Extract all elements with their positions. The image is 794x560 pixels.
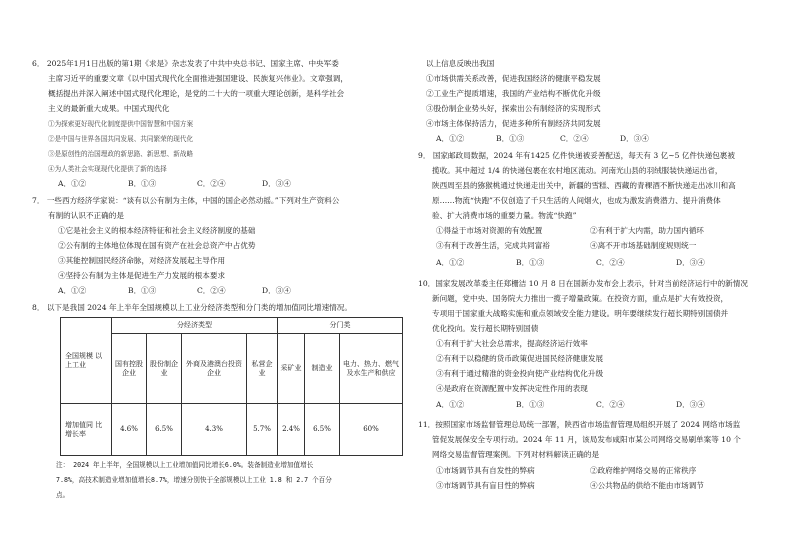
q10-line: 专项用于国家重大战略实施和重点领域安全能力建设。明年要继续发行超长期特别国债并: [432, 309, 729, 318]
q11-line: 11．按照国家市场监督管理总局统一部署，陕西省市场监督管理局组织开展了 2024 网络市场监: [418, 420, 741, 429]
q6-option-c[interactable]: C．②④: [197, 179, 226, 188]
q9-line: 原……物流“快跑”不仅创造了千只生活的人间烟火，也成为激发消费潜力、提升消费体: [432, 196, 721, 205]
q6-item: ④为人类社会实现现代化提供了新的选择: [48, 165, 167, 173]
q6-option-a[interactable]: A．①②: [58, 179, 87, 188]
q6-line: 主义的最新重大成果。中国式现代化: [48, 104, 170, 113]
q7-line: 有制的认识不正确的是: [48, 211, 124, 220]
q6-option-b[interactable]: B．①③: [128, 179, 157, 188]
q11-item: ①市场调节具有自发性的弊病: [436, 466, 535, 475]
q9-line: 陕西周至县的猕猴桃通过快递走出关中，新疆的雪糕、西藏的青稞酒不断快递走出冰川和高: [432, 181, 736, 190]
q7-item: ①它是社会主义的根本经济特征和社会主义经济制度的基础: [58, 226, 256, 235]
q6-option-d[interactable]: D．③④: [262, 179, 291, 188]
q11-line: 管促发展保安全专项行动。2024 年 11 月，该局发布咸阳市某公司网络交易刷单案等 10 个: [432, 435, 741, 444]
q8-line: 8． 以下是我国 2024 年上半年全国规模以上工业分经济类型和分门类的增加值同比增速情况。: [32, 303, 352, 312]
table-group-header: 分经济类型: [112, 318, 278, 334]
table-column-header: 国有控股企业: [112, 334, 147, 404]
q8-note: 点。: [56, 491, 70, 499]
q11-item: ②政府维护网络交易的正常秩序: [590, 466, 697, 475]
table-column-header: 私营企业: [247, 334, 278, 404]
q10-line: 优化投向。发行超长期特别国债: [432, 324, 539, 333]
q8-data-table: [60, 317, 403, 456]
q9-line: 9． 国家邮政局数据，2024 年有1425 亿件快递被妥善配送，每天有 3 亿~5 亿件快递包裹被: [418, 151, 735, 160]
q10-option-d[interactable]: D．③④: [676, 400, 705, 409]
q9-item: ①得益于市场对资源的有效配置: [436, 226, 543, 235]
table-cell: 4.3%: [182, 404, 247, 456]
q9-option-b[interactable]: B．①③: [516, 258, 545, 267]
q10-item: ③有利于通过精准的资金投向使产业结构优化升级: [436, 369, 604, 378]
q6-item: ①为探索更好现代化制度提供中国智慧和中国方案: [48, 120, 194, 128]
q6-item: ②是中国与世界各国共同发展、共同繁荣的现代化: [48, 135, 194, 143]
q8-option-b[interactable]: B．①③: [496, 134, 525, 143]
q10-item: ④是政府在资源配置中发挥决定性作用的表现: [436, 384, 588, 393]
q10-item: ①有利于扩大社会总需求，提高经济运行效率: [436, 339, 588, 348]
q9-item: ②有利于扩大内需，助力国内循环: [590, 226, 704, 235]
table-corner-cell: 全国规模 以 上工业: [61, 318, 112, 404]
q10-option-a[interactable]: A．①②: [436, 400, 465, 409]
q10-option-c[interactable]: C．②④: [596, 400, 625, 409]
q8-note: 注： 2024 年上半年，全国规模以上工业增加值同比增长6.0%。装备制造业增加值增长: [56, 461, 314, 469]
table-column-header: 采矿业: [278, 334, 305, 404]
q8-item: ①市场供需关系改善，促进我国经济的健康平稳发展: [426, 74, 601, 83]
q6-item: ③是原创性的治国理政的新思路、新思想、新战略: [48, 150, 194, 158]
table-group-header: 分门类: [278, 318, 403, 334]
table-column-header: 外商及港澳台投资企业: [182, 334, 247, 404]
q7-option-b[interactable]: B．①③: [128, 286, 157, 295]
q7-option-c[interactable]: C．②④: [197, 286, 226, 295]
q9-option-d[interactable]: D．③④: [676, 258, 705, 267]
table-row-label: 增加值同 比 增长率: [61, 404, 112, 456]
q11-item: ③市场调节具有盲目性的弊病: [436, 481, 535, 490]
q8-note: 7.8%，高技术制造业增加值增长8.7%，增速分别快于全部规模以上工业 1.8 和 2.7 个百分: [56, 476, 332, 484]
table-cell: 4.6%: [112, 404, 147, 456]
table-cell: 5.7%: [247, 404, 278, 456]
q9-item: ④离不开市场基础制度规则统一: [590, 241, 697, 250]
q8-continued-line: 以上信息反映出我国: [426, 59, 495, 68]
q7-line: 7． 一些西方经济学家说：“谈有以公有制为主体，中国的国企必然动摇。”下列对生产资料公: [32, 196, 340, 205]
q6-line: 概括提出并深入阐述中国式现代化理论，是党的二十大的一项重大理论创新，是科学社会: [48, 89, 345, 98]
q7-item: ③其能控制国民经济命脉，对经济发展起主导作用: [58, 256, 226, 265]
q10-line: 10．国家发展改革委主任郑栅洁 10 月 8 日在国新办发布会上表示，针对当前经济运行中的新情况: [418, 279, 748, 288]
q9-item: ③有利于改善生活，完成共同富裕: [436, 241, 550, 250]
q9-option-c[interactable]: C．②④: [596, 258, 625, 267]
q10-option-b[interactable]: B．①③: [516, 400, 545, 409]
q7-option-a[interactable]: A．①②: [58, 286, 87, 295]
table-cell: 60%: [340, 404, 403, 456]
table-column-header: 股份制企业: [147, 334, 182, 404]
q6-line: 主席习近平的重要文章《以中国式现代化全面推进强国建设、民族复兴伟业》。文章强调，: [48, 74, 348, 83]
q8-option-d[interactable]: D．③④: [620, 134, 649, 143]
table-cell: 6.5%: [305, 404, 340, 456]
table-cell: 6.5%: [147, 404, 182, 456]
q7-item: ②公有制的主体地位体现在国有资产在社会总资产中占优势: [58, 241, 256, 250]
q11-item: ④公共物品的供给不能由市场调节: [590, 481, 704, 490]
q8-item: ④市场主体保持活力，促进多种所有制经济共同发展: [426, 119, 601, 128]
q8-item: ②工业生产提质增速，我国的产业结构不断优化升级: [426, 89, 601, 98]
q9-line: 验、扩大消费市场的重要力量。物流“快跑”: [432, 211, 577, 220]
q11-line: 网络交易监督管理案例。下列对材料解读正确的是: [432, 450, 600, 459]
q8-item: ③股份制企业势头好，探索出公有制经济的实现形式: [426, 104, 601, 113]
q10-line: 新问题，党中央、国务院大力推出一揽子增量政策。在投资方面，重点是扩大有效投资，: [432, 294, 729, 303]
q8-option-c[interactable]: C．②④: [560, 134, 589, 143]
table-column-header: 电力、热力、燃气及水生产和供应: [340, 334, 403, 404]
q10-item: ②有利于以稳健的货币政策促进国民经济健康发展: [436, 354, 604, 363]
table-column-header: 制造业: [305, 334, 340, 404]
q7-option-d[interactable]: D．③④: [262, 286, 291, 295]
q9-line: 揽收。其中超过 1/4 的快递包裹在农村地区流动。河南光山县的羽绒服装快递运出省，: [432, 166, 723, 175]
q9-option-a[interactable]: A．①②: [436, 258, 465, 267]
table-cell: 2.4%: [278, 404, 305, 456]
q6-line: 6． 2025年1月1日出版的第1期《求是》杂志发表了中共中央总书记、国家主席、中央军委: [32, 59, 339, 68]
q8-option-a[interactable]: A．①②: [436, 134, 465, 143]
q7-item: ④坚持公有制为主体是促进生产力发展的根本要求: [58, 271, 226, 280]
